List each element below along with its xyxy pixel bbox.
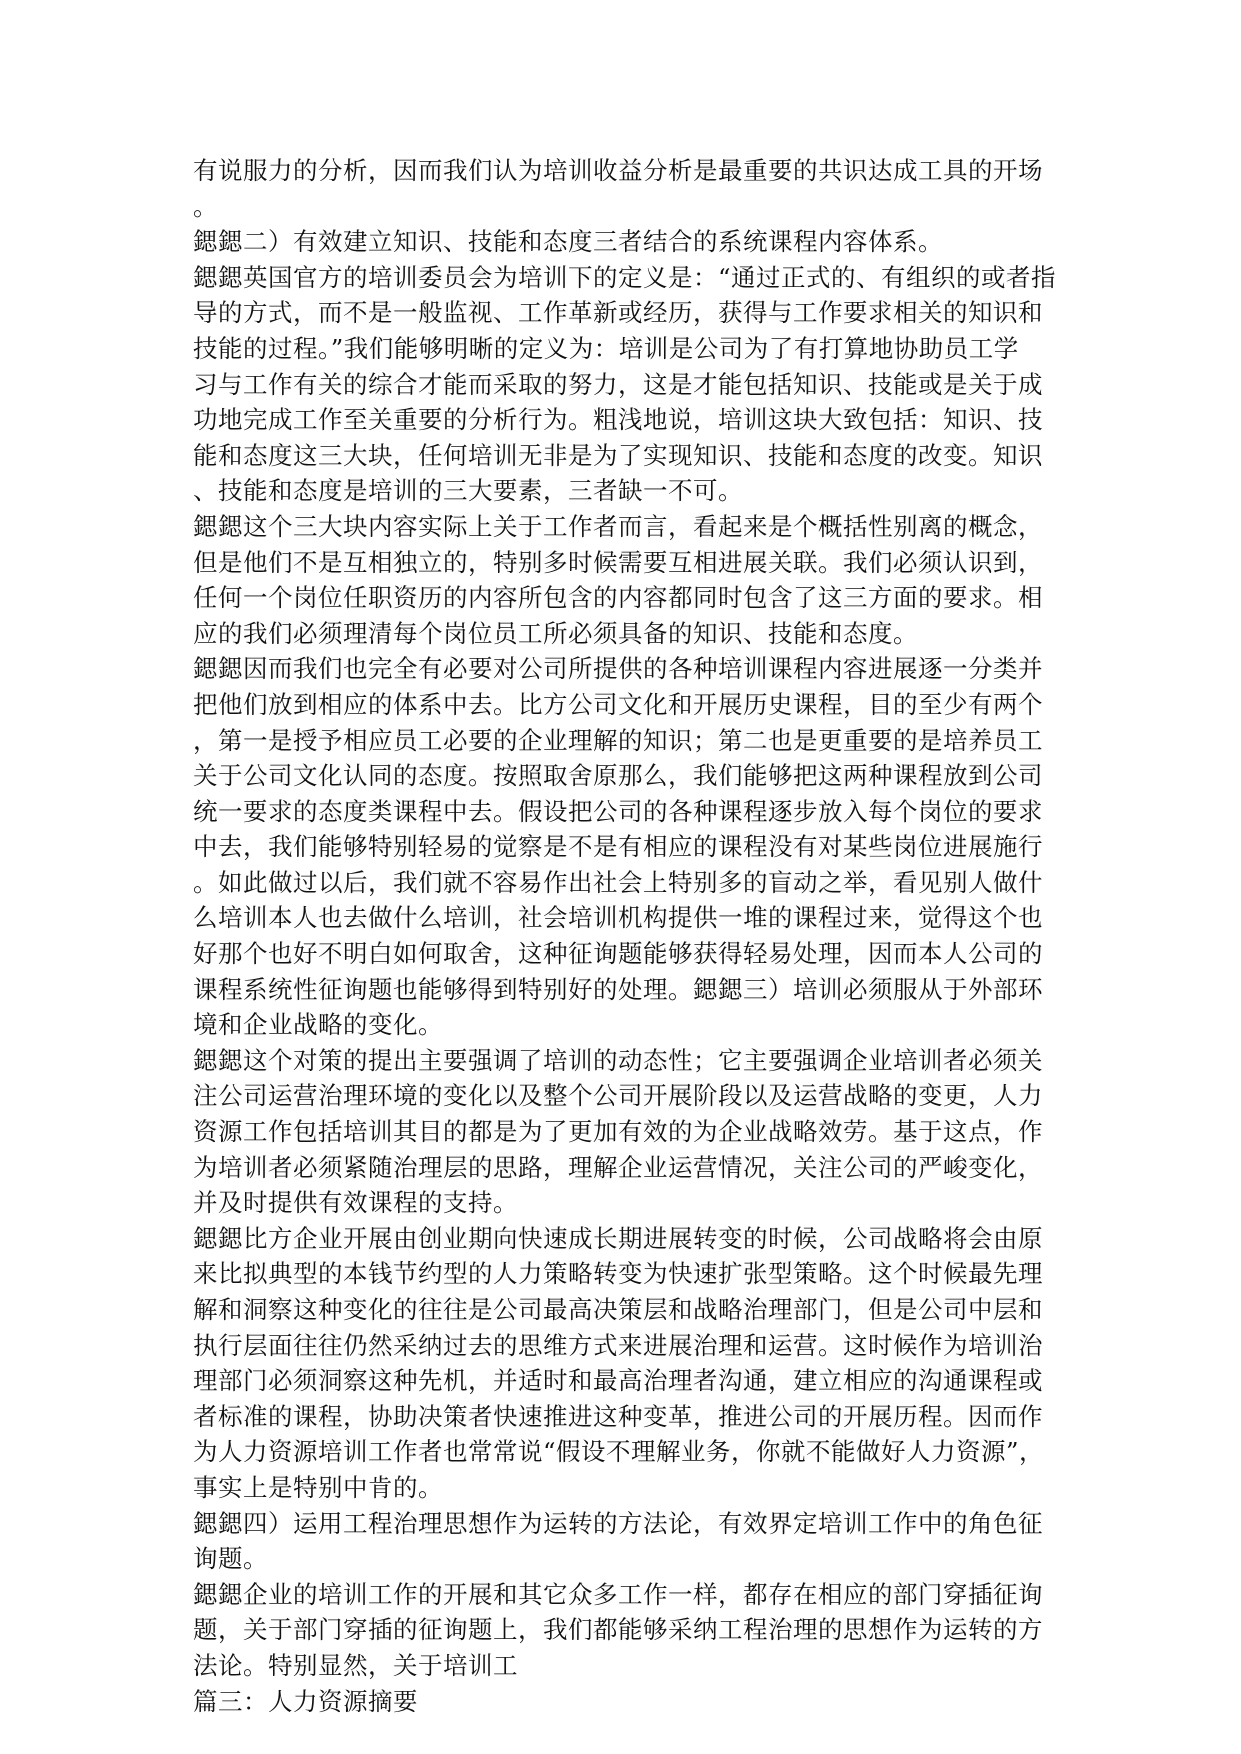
text-line: 并及时提供有效课程的支持。	[193, 1188, 518, 1218]
text-line: 鍶鍶英国官方的培训委员会为培训下的定义是：“通过正式的、有组织的或者指	[193, 262, 1057, 292]
text-line: 题，关于部门穿插的征询题上，我们都能够采纳工程治理的思想作为运转的方	[193, 1615, 1043, 1645]
text-line: 功地完成工作至关重要的分析行为。粗浅地说，培训这块大致包括：知识、技	[193, 405, 1043, 435]
text-line: 来比拟典型的本钱节约型的人力策略转变为快速扩张型策略。这个时候最先理	[193, 1259, 1043, 1289]
text-line: 鍶鍶企业的培训工作的开展和其它众多工作一样，都存在相应的部门穿插征询	[193, 1579, 1043, 1609]
text-line: 为培训者必须紧随治理层的思路，理解企业运营情况，关注公司的严峻变化，	[193, 1152, 1043, 1182]
text-line: 法论。特别显然，关于培训工	[193, 1650, 518, 1680]
section-heading: 篇三：人力资源摘要	[193, 1686, 418, 1716]
text-line: 。如此做过以后，我们就不容易作出社会上特别多的盲动之举，看见别人做什	[193, 867, 1043, 897]
text-line: ，第一是授予相应员工必要的企业理解的知识；第二也是更重要的是培养员工	[193, 725, 1043, 755]
text-line: 好那个也好不明白如何取舍，这种征询题能够获得轻易处理，因而本人公司的	[193, 939, 1043, 969]
text-line: 课程系统性征询题也能够得到特别好的处理。鍶鍶三）培训必须服从于外部环	[193, 974, 1043, 1004]
text-line: 鍶鍶二）有效建立知识、技能和态度三者结合的系统课程内容体系。	[193, 227, 943, 257]
text-line: 鍶鍶这个对策的提出主要强调了培训的动态性；它主要强调企业培训者必须关	[193, 1045, 1043, 1075]
text-line: 习与工作有关的综合才能而采取的努力，这是才能包括知识、技能或是关于成	[193, 369, 1043, 399]
text-line: 鍶鍶这个三大块内容实际上关于工作者而言，看起来是个概括性别离的概念，	[193, 511, 1043, 541]
text-line: 理部门必须洞察这种先机，并适时和最高治理者沟通，建立相应的沟通课程或	[193, 1366, 1043, 1396]
text-line: 者标准的课程，协助决策者快速推进这种变革，推进公司的开展历程。因而作	[193, 1401, 1043, 1431]
text-line: 中去，我们能够特别轻易的觉察是不是有相应的课程没有对某些岗位进展施行	[193, 832, 1043, 862]
body-text	[193, 153, 1061, 1719]
text-line: 、技能和态度是培训的三大要素，三者缺一不可。	[193, 476, 743, 506]
text-line: 鍶鍶四）运用工程治理思想作为运转的方法论，有效界定培训工作中的角色征	[193, 1508, 1043, 1538]
text-line: 。	[193, 191, 218, 221]
text-line: 执行层面往往仍然采纳过去的思维方式来进展治理和运营。这时候作为培训治	[193, 1330, 1043, 1360]
text-line: 询题。	[193, 1544, 268, 1574]
text-line: 把他们放到相应的体系中去。比方公司文化和开展历史课程，目的至少有两个	[193, 689, 1043, 719]
text-line: 鍶鍶因而我们也完全有必要对公司所提供的各种培训课程内容进展逐一分类并	[193, 654, 1043, 684]
text-line: 事实上是特别中肯的。	[193, 1472, 443, 1502]
text-line: 解和洞察这种变化的往往是公司最高决策层和战略治理部门，但是公司中层和	[193, 1295, 1043, 1324]
text-line: 技能的过程。”我们能够明晰的定义为：培训是公司为了有打算地协助员工学	[193, 333, 1019, 363]
text-line: 任何一个岗位任职资历的内容所包含的内容都同时包含了这三方面的要求。相	[193, 583, 1043, 613]
text-line: 导的方式，而不是一般监视、工作革新或经历，获得与工作要求相关的知识和	[193, 298, 1043, 328]
text-line: 境和企业战略的变化。	[193, 1010, 443, 1040]
text-line: 么培训本人也去做什么培训，社会培训机构提供一堆的课程过来，觉得这个也	[193, 903, 1043, 933]
text-line: 关于公司文化认同的态度。按照取舍原那么，我们能够把这两种课程放到公司	[193, 761, 1043, 791]
text-line: 注公司运营治理环境的变化以及整个公司开展阶段以及运营战略的变更，人力	[193, 1081, 1043, 1111]
text-line: 鍶鍶比方企业开展由创业期向快速成长期进展转变的时候，公司战略将会由原	[193, 1223, 1043, 1253]
text-line: 资源工作包括培训其目的都是为了更加有效的为企业战略效劳。基于这点，作	[193, 1117, 1043, 1147]
text-line: 统一要求的态度类课程中去。假设把公司的各种课程逐步放入每个岗位的要求	[193, 796, 1043, 826]
text-line: 有说服力的分析，因而我们认为培训收益分析是最重要的共识达成工具的开场	[193, 156, 1043, 185]
text-line: 为人力资源培训工作者也常常说“假设不理解业务，你就不能做好人力资源”，	[193, 1437, 1045, 1467]
text-line: 但是他们不是互相独立的，特别多时候需要互相进展关联。我们必须认识到，	[193, 547, 1043, 577]
text-line: 应的我们必须理清每个岗位员工所必须具备的知识、技能和态度。	[193, 618, 918, 648]
text-line: 能和态度这三大块，任何培训无非是为了实现知识、技能和态度的改变。知识	[193, 440, 1043, 470]
